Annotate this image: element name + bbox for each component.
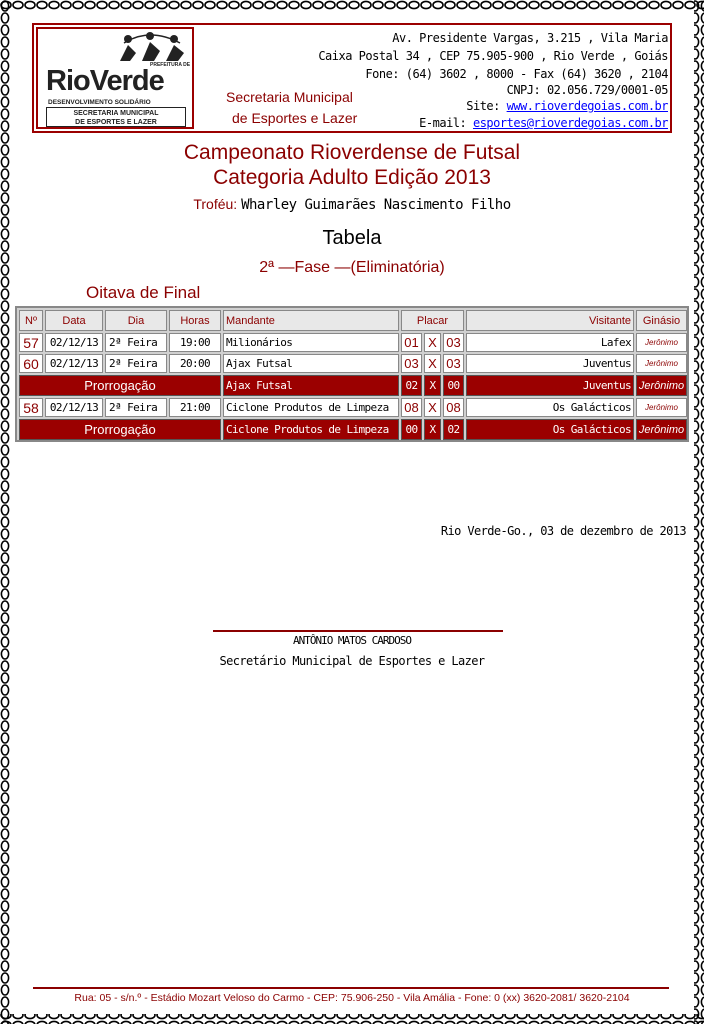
match-table bbox=[15, 306, 689, 442]
email-link[interactable]: esportes@rioverdegoias.com.br bbox=[472, 116, 668, 130]
logo-dept-line2: DE ESPORTES E LAZER bbox=[75, 119, 157, 126]
match-time: 19:00 bbox=[169, 333, 221, 352]
email-label: E-mail: bbox=[419, 116, 467, 130]
match-day: 2ª Feira bbox=[105, 354, 167, 373]
site-label: Site: bbox=[466, 99, 500, 113]
match-time: 21:00 bbox=[169, 398, 221, 417]
home-team: Ajax Futsal bbox=[223, 354, 399, 373]
match-date: 02/12/13 bbox=[45, 354, 103, 373]
home-score: 03 bbox=[401, 354, 422, 373]
score-separator: X bbox=[424, 375, 441, 396]
match-number: 58 bbox=[19, 398, 43, 417]
trophy-label: Troféu: bbox=[193, 196, 238, 212]
secretaria-line1: Secretaria Municipal bbox=[226, 89, 353, 105]
match-number: 60 bbox=[19, 354, 43, 373]
championship-title: Campeonato Rioverdense de Futsal bbox=[183, 141, 521, 164]
phone: Fone: (64) 3602 , 8000 - Fax (64) 3620 , 2104 bbox=[365, 67, 668, 81]
category-title: Categoria Adulto Edição 2013 bbox=[213, 166, 491, 189]
secretaria-line2: de Esportes e Lazer bbox=[232, 110, 358, 126]
logo-brand: RioVerde bbox=[46, 65, 164, 97]
col-header-gym: Ginásio bbox=[636, 310, 687, 331]
signature-name: ANTÔNIO MATOS CARDOSO bbox=[292, 634, 412, 647]
col-header-date: Data bbox=[45, 310, 103, 331]
tabela-heading: Tabela bbox=[322, 227, 382, 249]
site-link[interactable]: www.rioverdegoias.com.br bbox=[506, 99, 668, 113]
away-score: 03 bbox=[443, 354, 464, 373]
postal: Caixa Postal 34 , CEP 75.905-900 , Rio Verde , Goiás bbox=[318, 49, 668, 63]
phase-heading: 2ª —Fase —(Eliminatória) bbox=[259, 259, 445, 276]
home-team: Ciclone Produtos de Limpeza bbox=[223, 419, 399, 440]
gym-name: Jerônimo bbox=[636, 375, 687, 396]
footer-address: Rua: 05 - s/n.º - Estádio Mozart Veloso do Carmo - CEP: 75.906-250 - Vila Amália - Fone: 0 (xx) 3620-2081/ 3620-2104 bbox=[74, 992, 630, 1004]
signature-line bbox=[213, 630, 503, 632]
logo bbox=[36, 27, 194, 129]
home-score: 01 bbox=[401, 333, 422, 352]
col-header-away: Visitante bbox=[466, 310, 634, 331]
overtime-label: Prorrogação bbox=[19, 419, 221, 440]
col-header-day: Dia bbox=[105, 310, 167, 331]
gym-name: Jerônimo bbox=[636, 398, 687, 417]
away-team: Os Galácticos bbox=[466, 398, 634, 417]
score-separator: X bbox=[424, 354, 441, 373]
logo-department bbox=[46, 107, 186, 127]
cnpj: CNPJ: 02.056.729/0001-05 bbox=[506, 83, 668, 97]
trophy bbox=[0, 196, 704, 213]
away-team: Os Galácticos bbox=[466, 419, 634, 440]
gym-name: Jerônimo bbox=[636, 333, 687, 352]
site-line bbox=[466, 99, 668, 113]
home-team: Ajax Futsal bbox=[223, 375, 399, 396]
away-score: 03 bbox=[443, 333, 464, 352]
logo-dept-line1: SECRETARIA MUNICIPAL bbox=[73, 110, 159, 117]
home-team: Milionários bbox=[223, 333, 399, 352]
footer-divider bbox=[33, 987, 669, 989]
logo-subtitle: DESENVOLVIMENTO SOLIDÁRIO bbox=[48, 99, 151, 106]
col-header-time: Horas bbox=[169, 310, 221, 331]
trophy-name: Wharley Guimarães Nascimento Filho bbox=[241, 197, 511, 213]
gym-name: Jerônimo bbox=[636, 419, 687, 440]
col-header-home: Mandante bbox=[223, 310, 399, 331]
home-score: 00 bbox=[401, 419, 422, 440]
home-score: 02 bbox=[401, 375, 422, 396]
date-line: Rio Verde-Go., 03 de dezembro de 2013 bbox=[440, 524, 686, 538]
match-day: 2ª Feira bbox=[105, 333, 167, 352]
score-separator: X bbox=[424, 398, 441, 417]
email-line bbox=[419, 116, 668, 130]
match-day: 2ª Feira bbox=[105, 398, 167, 417]
away-team: Juventus bbox=[466, 375, 634, 396]
match-time: 20:00 bbox=[169, 354, 221, 373]
gym-name: Jerônimo bbox=[636, 354, 687, 373]
col-header-num: Nº bbox=[19, 310, 43, 331]
away-score: 08 bbox=[443, 398, 464, 417]
away-score: 02 bbox=[443, 419, 464, 440]
signature-role: Secretário Municipal de Esportes e Lazer bbox=[219, 654, 485, 668]
score-separator: X bbox=[424, 419, 441, 440]
col-header-score: Placar bbox=[401, 310, 464, 331]
home-score: 08 bbox=[401, 398, 422, 417]
match-date: 02/12/13 bbox=[45, 333, 103, 352]
address: Av. Presidente Vargas, 3.215 , Vila Maria bbox=[392, 31, 668, 45]
match-number: 57 bbox=[19, 333, 43, 352]
overtime-label: Prorrogação bbox=[19, 375, 221, 396]
away-team: Juventus bbox=[466, 354, 634, 373]
logo-prefeitura: PREFEITURA DE bbox=[150, 62, 191, 68]
score-separator: X bbox=[424, 333, 441, 352]
away-score: 00 bbox=[443, 375, 464, 396]
away-team: Lafex bbox=[466, 333, 634, 352]
match-date: 02/12/13 bbox=[45, 398, 103, 417]
logo-figures-icon bbox=[116, 31, 188, 65]
home-team: Ciclone Produtos de Limpeza bbox=[223, 398, 399, 417]
round-heading: Oitava de Final bbox=[86, 283, 201, 302]
